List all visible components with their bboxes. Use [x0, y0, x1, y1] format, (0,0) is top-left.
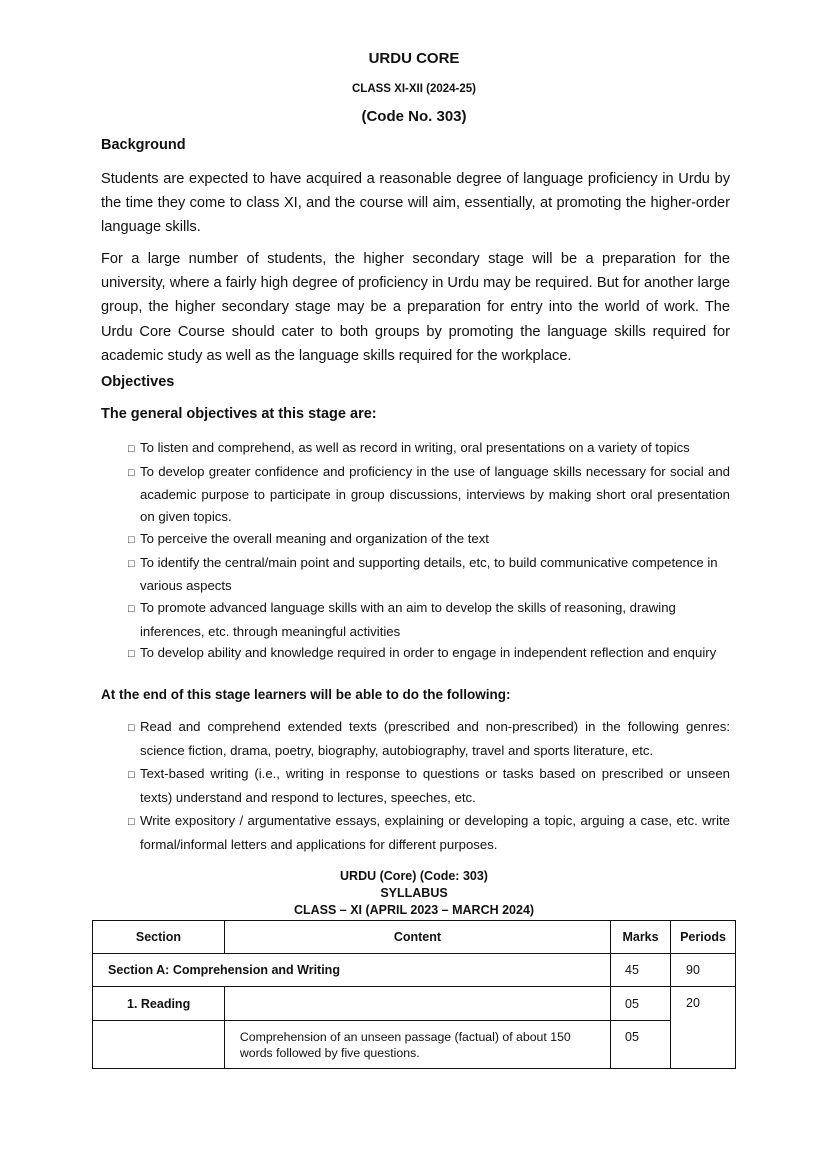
- background-paragraph-2: For a large number of students, the higher secondary stage will be a preparation for the university, where a fairly high degree of proficiency in Urdu may be required. But for another large group, the higher secondary stage may be a preparation for entry into the world of work. The Urdu Core Course should cater to both groups by promoting the language skills required for academic study as well as the language skills required for the workplace.: [101, 251, 730, 364]
- syllabus-heading: SYLLABUS: [380, 886, 448, 900]
- reading-marks: 05: [611, 987, 671, 1021]
- background-heading: Background: [101, 137, 186, 153]
- list-item: □ To listen and comprehend, as well as record in writing, oral presentations on a variety of topics: [128, 437, 730, 461]
- objectives-subheading: The general objectives at this stage are:: [101, 406, 377, 422]
- list-item: □ Text-based writing (i.e., writing in response to questions or tasks based on prescribed or unseen texts) understand and respond to lectures, speeches, etc.: [128, 766, 730, 805]
- syllabus-table: [92, 920, 736, 1069]
- list-item: □ Read and comprehend extended texts (prescribed and non-prescribed) in the following genres: science fiction, drama, poetry, biography, autobiography, travel and sports literature, etc.: [128, 719, 730, 758]
- section-a-label: Section A: Comprehension and Writing: [93, 954, 611, 987]
- syllabus-code-line: URDU (Core) (Code: 303): [340, 869, 488, 883]
- list-item: □ To identify the central/main point and supporting details, etc, to build communicative competence in various aspects: [128, 554, 718, 594]
- table-row: [93, 1021, 736, 1069]
- bullet-icon: □: [128, 722, 135, 734]
- section-a-marks: 45: [611, 954, 671, 987]
- comprehension-section: [93, 1021, 225, 1069]
- bullet-icon: □: [128, 816, 135, 828]
- document-title: URDU CORE: [368, 50, 460, 67]
- reading-content: [224, 987, 610, 1021]
- list-item: □ To develop ability and knowledge required in order to engage in independent reflection and enquiry: [128, 642, 730, 666]
- section-a-periods: 90: [671, 954, 736, 987]
- comprehension-marks: 05: [611, 1021, 671, 1069]
- table-header-row: [93, 921, 736, 954]
- code-line: (Code No. 303): [361, 108, 467, 125]
- reading-label: 1. Reading: [93, 987, 225, 1021]
- bullet-icon: □: [128, 769, 135, 781]
- list-item: □ To promote advanced language skills with an aim to develop the skills of reasoning, drawing inferences, etc. through meaningful activities: [128, 599, 676, 639]
- column-header-content: Content: [224, 921, 610, 954]
- table-row: [93, 954, 736, 987]
- outcomes-heading: At the end of this stage learners will be able to do the following:: [101, 687, 511, 702]
- list-item: □ To develop greater confidence and proficiency in the use of language skills necessary for social and academic purpose to participate in group discussions, interviews by making short oral presentation on given topics.: [128, 463, 730, 525]
- syllabus-class-line: CLASS – XI (APRIL 2023 – MARCH 2024): [293, 903, 535, 917]
- list-item: □ To perceive the overall meaning and organization of the text: [128, 528, 730, 552]
- objectives-list: [128, 437, 730, 666]
- bullet-icon: □: [128, 557, 135, 570]
- background-paragraph-1: Students are expected to have acquired a reasonable degree of language proficiency in Urdu by the time they come to class XI, and the course will aim, essentially, at promoting the higher-order language skills.: [101, 171, 730, 236]
- comprehension-content: Comprehension of an unseen passage (factual) of about 150 words followed by five questions.: [224, 1021, 610, 1069]
- list-item: □ Write expository / argumentative essays, explaining or developing a topic, arguing a case, etc. write formal/informal letters and applications for different purposes.: [128, 813, 730, 852]
- bullet-icon: □: [128, 533, 135, 546]
- bullet-icon: □: [128, 602, 135, 615]
- column-header-periods: Periods: [671, 921, 736, 954]
- bullet-icon: □: [128, 648, 135, 661]
- column-header-section: Section: [93, 921, 225, 954]
- outcomes-list: [128, 716, 730, 857]
- bullet-icon: □: [128, 466, 135, 479]
- column-header-marks: Marks: [611, 921, 671, 954]
- bullet-icon: □: [128, 443, 135, 455]
- reading-periods: 20: [671, 987, 736, 1069]
- table-row: [93, 987, 736, 1021]
- class-line: CLASS XI-XII (2024-25): [352, 83, 476, 95]
- objectives-heading: Objectives: [101, 374, 175, 390]
